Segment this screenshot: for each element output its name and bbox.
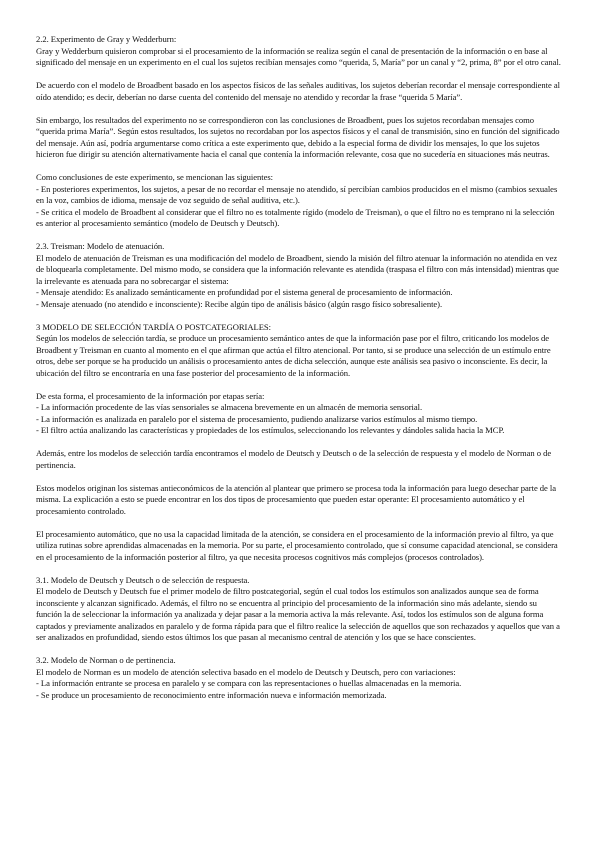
section-3 xyxy=(36,322,563,380)
section-heading: 3.2. Modelo de Norman o de pertinencia. xyxy=(36,655,176,665)
paragraph-with-list: Como conclusiones de este experimento, se mencionan las siguientes: - En posteriores experimentos, los sujetos, a pesar de no recordar el mensaje no atendido, sí percibían cambios producidos en el mismo (cambios sexuales en la voz, cambios de idioma, mensaje de voz seguido de señal auditiva, etc.). - Se critica el modelo de Broadbent al considerar que el filtro no es totalmente rígido (modelo de Treisman), o que el filtro no es temprano ni la selección es anterior al procesamiento semántico (modelo de Deutsch y Deutsch). xyxy=(36,172,558,228)
paragraph-block xyxy=(36,115,563,161)
paragraph: Estos modelos originan los sistemas antieconómicos de la atención al plantear que primero se procesa toda la información para luego desechar parte de la misma. La explicación a esto se puede encontrar en los dos tipos de procesamiento que pueden estar operante: El procesamiento automático y el procesamiento controlado. xyxy=(36,482,557,516)
paragraph-block xyxy=(36,391,563,437)
paragraph: Según los modelos de selección tardía, se produce un procesamiento semántico antes de que la información pase por el filtro, criticando los modelos de Broadbent y Treisman en cuanto al momento en el que afirman que actúa el filtro atencional. Por tanto, si se produce una selección de un estímulo entre otros, debe ser porque se ha producido un análisis o procesamiento antes de dicha selección, aunque este análisis sea pasivo o inconsciente. Es decir, la ubicación del filtro se encontraría en una fase posterior del procesamiento de la información. xyxy=(36,333,551,378)
paragraph: Sin embargo, los resultados del experimento no se correspondieron con las conclusiones de Broadbent, pues los sujetos recordaban mensajes como “querida prima María”. Según estos resultados, los sujetos no recordaban por los aspectos físicos y el canal de transmisión, sino en función del significado del mensaje. Aún así, podría argumentarse como crítica a este experimento que, debido a la especial forma de dividir los mensajes, lo que los sujetos hicieron fue dirigir su atención alternativamente hacia el canal que contenía la información relevante, cosa que no sucedería en situaciones más neutras. xyxy=(36,114,560,159)
paragraph-with-list: De esta forma, el procesamiento de la información por etapas sería: - La información procedente de las vías sensoriales se almacena brevemente en un almacén de memoria sensorial. - La información es analizada en paralelo por el sistema de procesamiento, pudiendo analizarse varios estímulos al mismo tiempo. - El filtro actúa analizando las características y propiedades de los estímulos, seleccionando los relevantes y dándoles salida hacia la MCP. xyxy=(36,390,505,435)
section-2-2 xyxy=(36,34,563,69)
paragraph-block xyxy=(36,529,563,564)
paragraph: Además, entre los modelos de selección tardía encontramos el modelo de Deutsch y Deutsch o de la selección de respuesta y el modelo de Norman o de pertinencia. xyxy=(36,448,552,470)
section-heading: 2.2. Experimento de Gray y Wedderburn: xyxy=(36,34,177,44)
paragraph: Gray y Wedderburn quisieron comprobar si el procesamiento de la información se realiza según el canal de presentación de la información o en base al significado del mensaje en un experimento en el cual los sujetos recibían mensajes como “querida, 5, María” por un canal y “2, prima, 8” por el otro canal. xyxy=(36,45,561,67)
paragraph-block xyxy=(36,483,563,518)
paragraph: De acuerdo con el modelo de Broadbent basado en los aspectos físicos de las señales auditivas, los sujetos deberían recordar el mensaje correspondiente al oído atendido; es decir, deberían no darse cuenta del contenido del mensaje no atendido y recordar la frase “querida 5 María”. xyxy=(36,80,560,102)
section-heading: 3.1. Modelo de Deutsch y Deutsch o de selección de respuesta. xyxy=(36,574,250,585)
section-heading: 3 MODELO DE SELECCIÓN TARDÍA O POSTCATEGORIALES: xyxy=(36,321,271,332)
paragraph: El procesamiento automático, que no usa la capacidad limitada de la atención, se considera en el procesamiento de la información previo al filtro, ya que utiliza rutinas sobre aprendidas almacenadas en la memoria. Por su parte, el procesamiento controlado, que sí consume capacidad atencional, se considera en el procesamiento de la información posterior al filtro, ya que necesita procesos cognitivos más complejos (procesos controlados). xyxy=(36,528,558,562)
section-2-3 xyxy=(36,241,563,310)
paragraph-block xyxy=(36,172,563,230)
section-3-2 xyxy=(36,655,563,701)
paragraph-with-list: El modelo de atenuación de Treisman es una modificación del modelo de Broadbent, siendo la misión del filtro atenuar la información no atendida en vez de bloquearla completamente. Del mismo modo, se considera que la información relevante es atendida (traspasa el filtro con más intensidad) mientras que la irrelevante es atenuada para no sobrecargar el sistema: - Mensaje atendido: Es analizado semánticamente en profundidad por el sistema general de procesamiento de información. - Mensaje atenuado (no atendido e inconsciente): Recibe algún tipo de análisis básico (algún rasgo físico sobresaliente). xyxy=(36,252,559,309)
paragraph-with-list: El modelo de Norman es un modelo de atención selectiva basado en el modelo de Deutsch y Deutsch, pero con variaciones: - La información entrante se procesa en paralelo y se compara con las representaciones o huellas almacenadas en la memoria. - Se produce un procesamiento de reconocimiento entre información nueva e información memorizada. xyxy=(36,666,462,700)
section-3-1 xyxy=(36,575,563,644)
paragraph-block xyxy=(36,448,563,471)
paragraph: El modelo de Deutsch y Deutsch fue el primer modelo de filtro postcategorial, según el cual todos los estímulos son analizados aunque sea de forma inconsciente y alcanzan significado. Además, el filtro no se encuentra al principio del procesamiento de la información sino más adelante, siendo su función la de seleccionar la información ya analizada y dejar pasar a la memoria activa la más relevante. Así, todos los estímulos son de alguna forma captados y previamente analizados en paralelo y de forma rápida para que el filtro realice la selección de aquellos que son rechazados y aquellos que van a ser analizados en profundidad, siendo estos últimos los que pasan al mecanismo central de atención y los que se hace conscientes. xyxy=(36,586,560,642)
paragraph-block xyxy=(36,80,563,103)
section-heading: 2.3. Treisman: Modelo de atenuación. xyxy=(36,241,165,251)
